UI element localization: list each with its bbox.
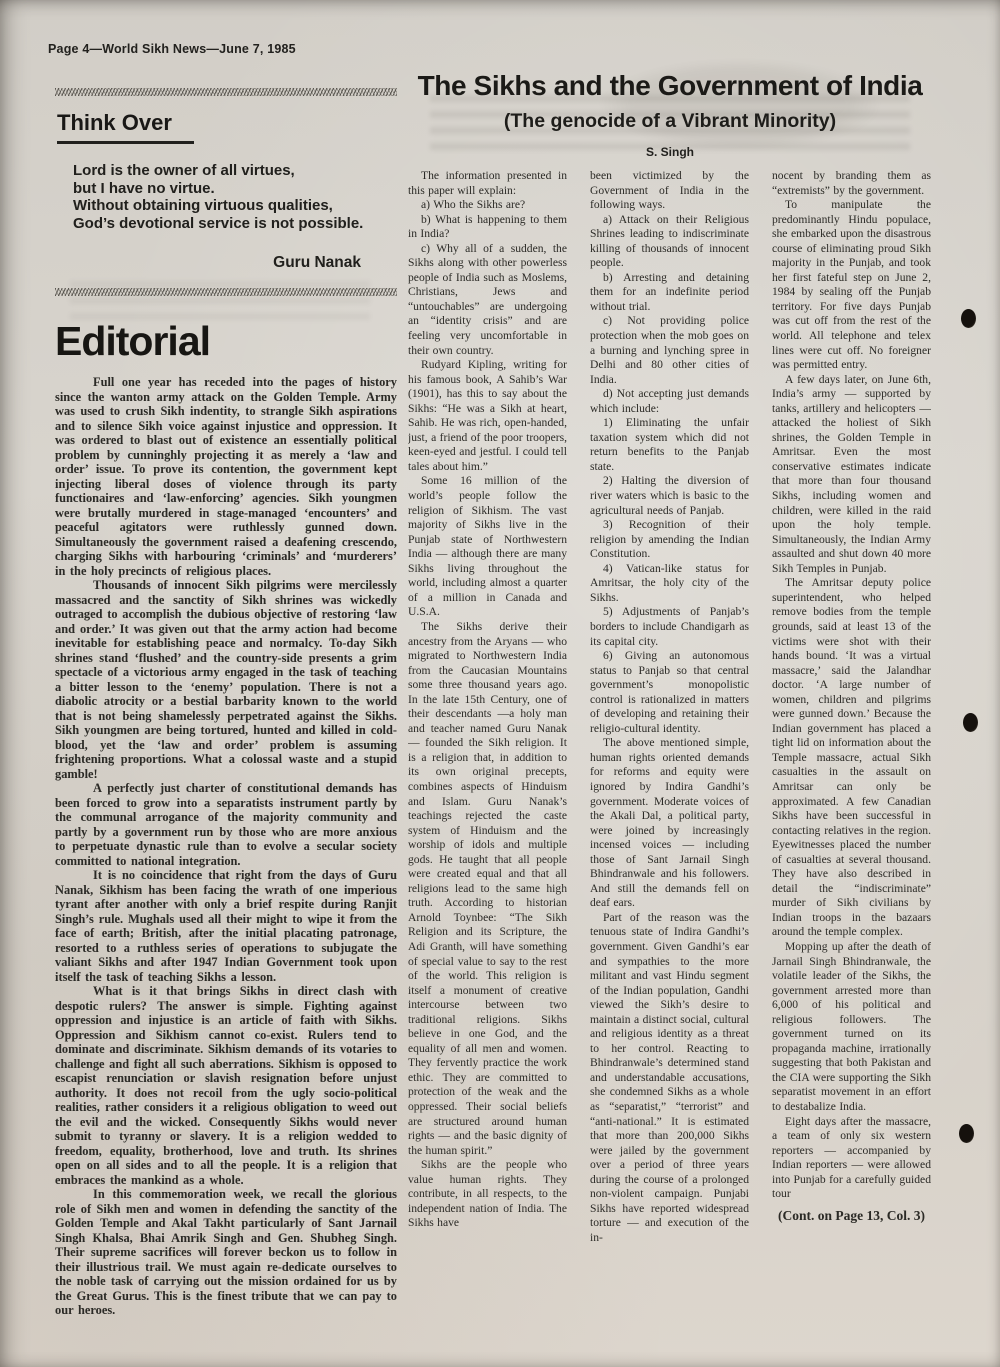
- decorative-rule-top: [55, 88, 397, 96]
- article-paragraph: b) What is happening to them in India?: [408, 212, 567, 241]
- article-paragraph: The above mentioned simple, human rights oriented demands for reforms and equity were ignored by Indira Gandhi’s government. Moderate voices of the Akali Dal, a political party, were joined by increasingly incensed voices — including those of Sant Jarnail Singh Bhindranwale and his followers. And still the demands fell on deaf ears.: [590, 736, 749, 910]
- article-paragraph: The Sikhs derive their ancestry from the Aryans — who migrated to Northwestern India from the Caucasian Mountains some three thousand years ago. In the late 15th Century, one of their descendants —a holy man and teacher named Guru Nanak — founded the Sikh religion. It is a religion that, in addition to its own original precepts, combines aspects of Hinduism and Islam. Guru Nanak’s teachings rejected the caste system of Hinduism and the worship of idols and multiple gods. He taught that all people were created equal and that all religions lead to the same high truth. According to historian Arnold Toynbee: “The Sikh Religion and its Scripture, the Adi Granth, will have something of special value to say to the rest of the world. This religion is itself a monument of creative intercourse between two traditional religions. Sikhs believe in one God, and the equality of all men and women. They fervently practice the work ethic. They are committed to protection of the weak and the oppressed. Their social beliefs are structured around human rights — and the basic dignity of the human spirit.”: [408, 619, 567, 1157]
- article-paragraph: been victimized by the Government of India in the following ways.: [590, 169, 749, 212]
- article-column-1: [408, 169, 567, 1354]
- article-section: [408, 70, 932, 1354]
- article-paragraph: 5) Adjustments of Panjab’s borders to include Chandigarh as its capital city.: [590, 605, 749, 648]
- article-paragraph: d) Not accepting just demands which include:: [590, 387, 749, 415]
- article-paragraph: Eight days after the massacre, a team of only six western reporters — accompanied by Indian reporters — were allowed into Punjab for a carefully guided tour: [772, 1114, 931, 1201]
- editorial-paragraph: Thousands of innocent Sikh pilgrims were mercilessly massacred and the sanctity of Sikh shrines was wickedly outraged to accomplish the dubious objective of restoring ‘law and order.’ It was given out that the army action had become inevitable for establishing peace and normalcy. To-day Sikh shrines stand ‘flushed’ and the country-side presents a grim spectacle of a victorious army engaged in the task of teaching a bitter lesson to the ‘enemy’ population. There is not a diabolic atrocity or a bestial barbarity known to the world that is not being shamelessly perpetrated against the Sikhs. Sikh youngmen are being tortured, hunted and killed in cold-blood, yet the ‘law and order’ problem is assuming frightening proportions. What a colossal waste and a stupid gamble!: [55, 578, 397, 781]
- think-over-quote: [73, 162, 397, 232]
- article-column-3: [772, 169, 931, 1354]
- article-title: The Sikhs and the Government of India: [417, 70, 923, 101]
- article-paragraph: c) Why all of a sudden, the Sikhs along with other powerless people of India such as Moslems, Christians, Jews and “untouchables” are undergoing an “identity crisis” and are feeling very uncomfortable in their own country.: [408, 241, 567, 357]
- article-paragraph: To manipulate the predominantly Hindu populace, she embarked upon the disastrous course of eliminating proud Sikh majority in the Punjab, and took her first fateful step on June 2, 1984 by sealing off the Punjab territory. For five days Punjab was cut off from the rest of the world. All telephone and telex lines were cut off. No foreigner was permitted entry.: [772, 198, 931, 372]
- think-over-heading: Think Over: [57, 110, 194, 144]
- quote-line: but I have no virtue.: [73, 179, 215, 197]
- article-paragraph: Sikhs are the people who value human rights. They contribute, in all respects, to the independent nation of India. The Sikhs have: [408, 1158, 567, 1230]
- editorial-section: [55, 318, 397, 1367]
- editorial-heading: Editorial: [55, 318, 211, 364]
- punch-hole: [959, 1124, 974, 1143]
- article-subtitle: (The genocide of a Vibrant Minority): [503, 110, 837, 132]
- article-paragraph: Part of the reason was the tenuous state of Indira Gandhi’s government. Given Gandhi’s ear and sympathies to the more militant and vast Hindu segment of the Indian population, Gandhi viewed the Sikh’s desire to maintain a distinct social, cultural and religious identity as a threat to her control. Reacting to Bhindranwale’s determined stand and understandable accusations, she condemned Sikhs as a whole as “separatist,” “terrorist” and “anti-national.” It is estimated that more than 200,000 Sikhs were jailed by the government over a period of three years during the course of a prolonged non-violent campaign. Punjabi Sikhs have reported widespread torture — and execution of the in-: [590, 910, 749, 1244]
- article-column-3-text: [772, 169, 931, 1202]
- page-header: Page 4—World Sikh News—June 7, 1985: [48, 42, 296, 56]
- article-column-2: [590, 169, 749, 1354]
- article-paragraph: Some 16 million of the world’s people follow the religion of Sikhism. The vast majority of Sikhs live in the Punjab state of Northwestern India — although there are many Sikhs living throughout the world, including almost a quarter of a million in Canada and U.S.A.: [408, 474, 567, 619]
- continuation-note: (Cont. on Page 13, Col. 3): [778, 1207, 925, 1223]
- article-paragraph: 4) Vatican-like status for Amritsar, the holy city of the Sikhs.: [590, 561, 749, 604]
- article-paragraph: 6) Giving an autonomous status to Panjab so that central government’s monopolistic control is rationalized in matters of developing and retaining their religio-cultural identity.: [590, 649, 749, 735]
- editorial-paragraph: Full one year has receded into the pages of history since the wanton army attack on the Golden Temple. Army was used to crush Sikh indentity, to strangle Sikh aspirations and to silence Sikh voice against injustice and oppression. It was ordered to blast out of existence an essentially political problem by cunninghly projecting it as merely a ‘law and order’ issue. To prove its contention, the government kept injecting liberal doses of violence through its party functionaires and ‘law-enforcing’ agencies. Sikh youngmen were brutally murdered in stage-managed ‘encounters’ and peaceful agitators were ruthlessly gunned down. Simultaneously the government raised a deafening crescendo, charging Sikhs with harbouring ‘criminals’ and ‘murderers’ in the holy precincts of religious places.: [55, 375, 397, 578]
- article-paragraph: c) Not providing police protection when the mob goes on a burning and lynching spree in Delhi and 80 other cities of India.: [590, 314, 749, 386]
- article-paragraph: 1) Eliminating the unfair taxation system which did not return benefits to the Panjab state.: [590, 416, 749, 473]
- editorial-body: [55, 375, 397, 1367]
- article-paragraph: The Amritsar deputy police superintendent, who helped remove bodies from the temple grounds, said at least 13 of the victims were shot with their hands bound. ‘It was a virtual massacre,’ said the Jalandhar doctor. ‘A large number of women, children and pilgrims were gunned down.’ Because the Indian government has placed a tight lid on information about the Temple massacre, actual Sikh casualties in the assault on Amritsar can only be approximated. A few Canadian Sikhs have been successful in contacting relatives in the region. Eyewitnesses placed the number of casualties at several thousand. They have also described in detail the “indiscriminate” murder of Sikh civilians by Indian troops in the bazaars around the temple complex.: [772, 576, 931, 939]
- think-over-and-editorial-region: [55, 88, 397, 1367]
- quote-line: Without obtaining virtuous qualities,: [73, 197, 333, 214]
- editorial-paragraph: In this commemoration week, we recall the glorious role of Sikh men and women in defending the sanctity of the Golden Temple and Akal Takht particularly of Sant Jarnail Singh Khalsa, Bhai Amrik Singh and Gen. Shubheg Singh. Their supreme sacrifices will forever beckon us to follow in their illustrious trail. We must again re-dedicate ourselves to the noble task of carrying out the mission ordained for us by the Great Gurus. This is the finest tribute that we can pay to our heroes.: [55, 1187, 397, 1317]
- article-paragraph: Mopping up after the death of Jarnail Singh Bhindranwale, the volatile leader of the Sikhs, the government arrested more than 6,000 of his political and religious followers. The government turned on its propaganda machine, irrationally suggesting that both Pakistan and the CIA were supporting the Sikh separatist movement in an effort to destabalize India.: [772, 939, 931, 1113]
- article-paragraph: A few days later, on June 6th, India’s army — supported by tanks, artillery and helicopters — attacked the holiest of Sikh shrines, the Golden Temple in Amritsar. Even the most conservative estimates indicate that more than four thousand Sikhs, including women and children, were killed in the raid upon the holy temple. Simultaneously, the Indian Army assaulted and shut down 40 more Sikh Temples in Punjab.: [772, 372, 931, 575]
- editorial-paragraph: A perfectly just charter of constitutional demands has been forced to grow into a separatists instrument partly by the communal arrogance of the majority community and partly by a government run by those who are more anxious to perpetuate dynastic rule than to evolve a secular society committed to national integration.: [55, 781, 397, 868]
- article-paragraph: a) Who the Sikhs are?: [421, 198, 526, 212]
- article-columns: [408, 169, 932, 1354]
- editorial-paragraph: It is no coincidence that right from the days of Guru Nanak, Sikhism has been facing the wrath of one imperious tyrant after another with only a brief respite during Ranjit Singh’s rule. Mughals used all their might to wipe it from the face of earth; British, after the initial placating patronage, resorted to a ruthless series of operations to subjugate the valiant Sikhs and after 1947 Indian Government took upon itself the task of teaching Sikhs a lesson.: [55, 868, 397, 984]
- quote-line: Lord is the owner of all virtues,: [73, 162, 295, 179]
- article-byline: S. Singh: [646, 145, 694, 159]
- article-paragraph: a) Attack on their Religious Shrines leading to indiscriminate killing of thousands of innocent people.: [590, 212, 749, 270]
- decorative-rule-bottom: [55, 288, 397, 296]
- article-paragraph: The information presented in this paper will explain:: [408, 169, 567, 197]
- editorial-paragraph: What is it that brings Sikhs in direct clash with despotic rulers? The answer is simple. Fighting against oppression and injustice is an article of faith with Sikhs. Oppression and Sikhism cannot co-exist. Rulers tend to dominate and discriminate. Sikhism demands of its votaries to challenge and fight all such aberrations. Sikhism is opposed to escapist renunciation or slavish resignation before unjust authority. It does not recoil from the ugly socio-political realities, rather considers it a religious obligation to weed out the evil and the wicked. Consequently Sikhs would never submit to tyranny or slavery. It is a religion wedded to freedom, equality, brotherhood, love and truth. Its shrines open on all sides and to all the people. It is a religion that embraces the mankind as a whole.: [55, 984, 397, 1187]
- punch-hole: [961, 309, 976, 328]
- article-paragraph: nocent by branding them as “extremists” by the government.: [772, 169, 931, 197]
- article-paragraph: 2) Halting the diversion of river waters which is basic to the agricultural needs of Panjab.: [590, 474, 749, 517]
- article-paragraph: Rudyard Kipling, writing for his famous book, A Sahib’s War (1901), has this to say about the Sikhs: “He was a Sikh at heart, Sahib. He was rich, open-handed, just, a friend of the poor troopers, keen-eyed and jestful. I could tell tales about him.”: [408, 358, 567, 473]
- think-over-section: [55, 96, 397, 272]
- article-paragraph: 3) Recognition of their religion by amending the Indian Constitution.: [590, 518, 749, 561]
- punch-hole: [963, 713, 978, 732]
- article-paragraph: b) Arresting and detaining them for an indefinite period without trial.: [590, 270, 749, 313]
- quote-line: God’s devotional service is not possible.: [73, 214, 364, 232]
- quote-attribution: Guru Nanak: [273, 254, 361, 271]
